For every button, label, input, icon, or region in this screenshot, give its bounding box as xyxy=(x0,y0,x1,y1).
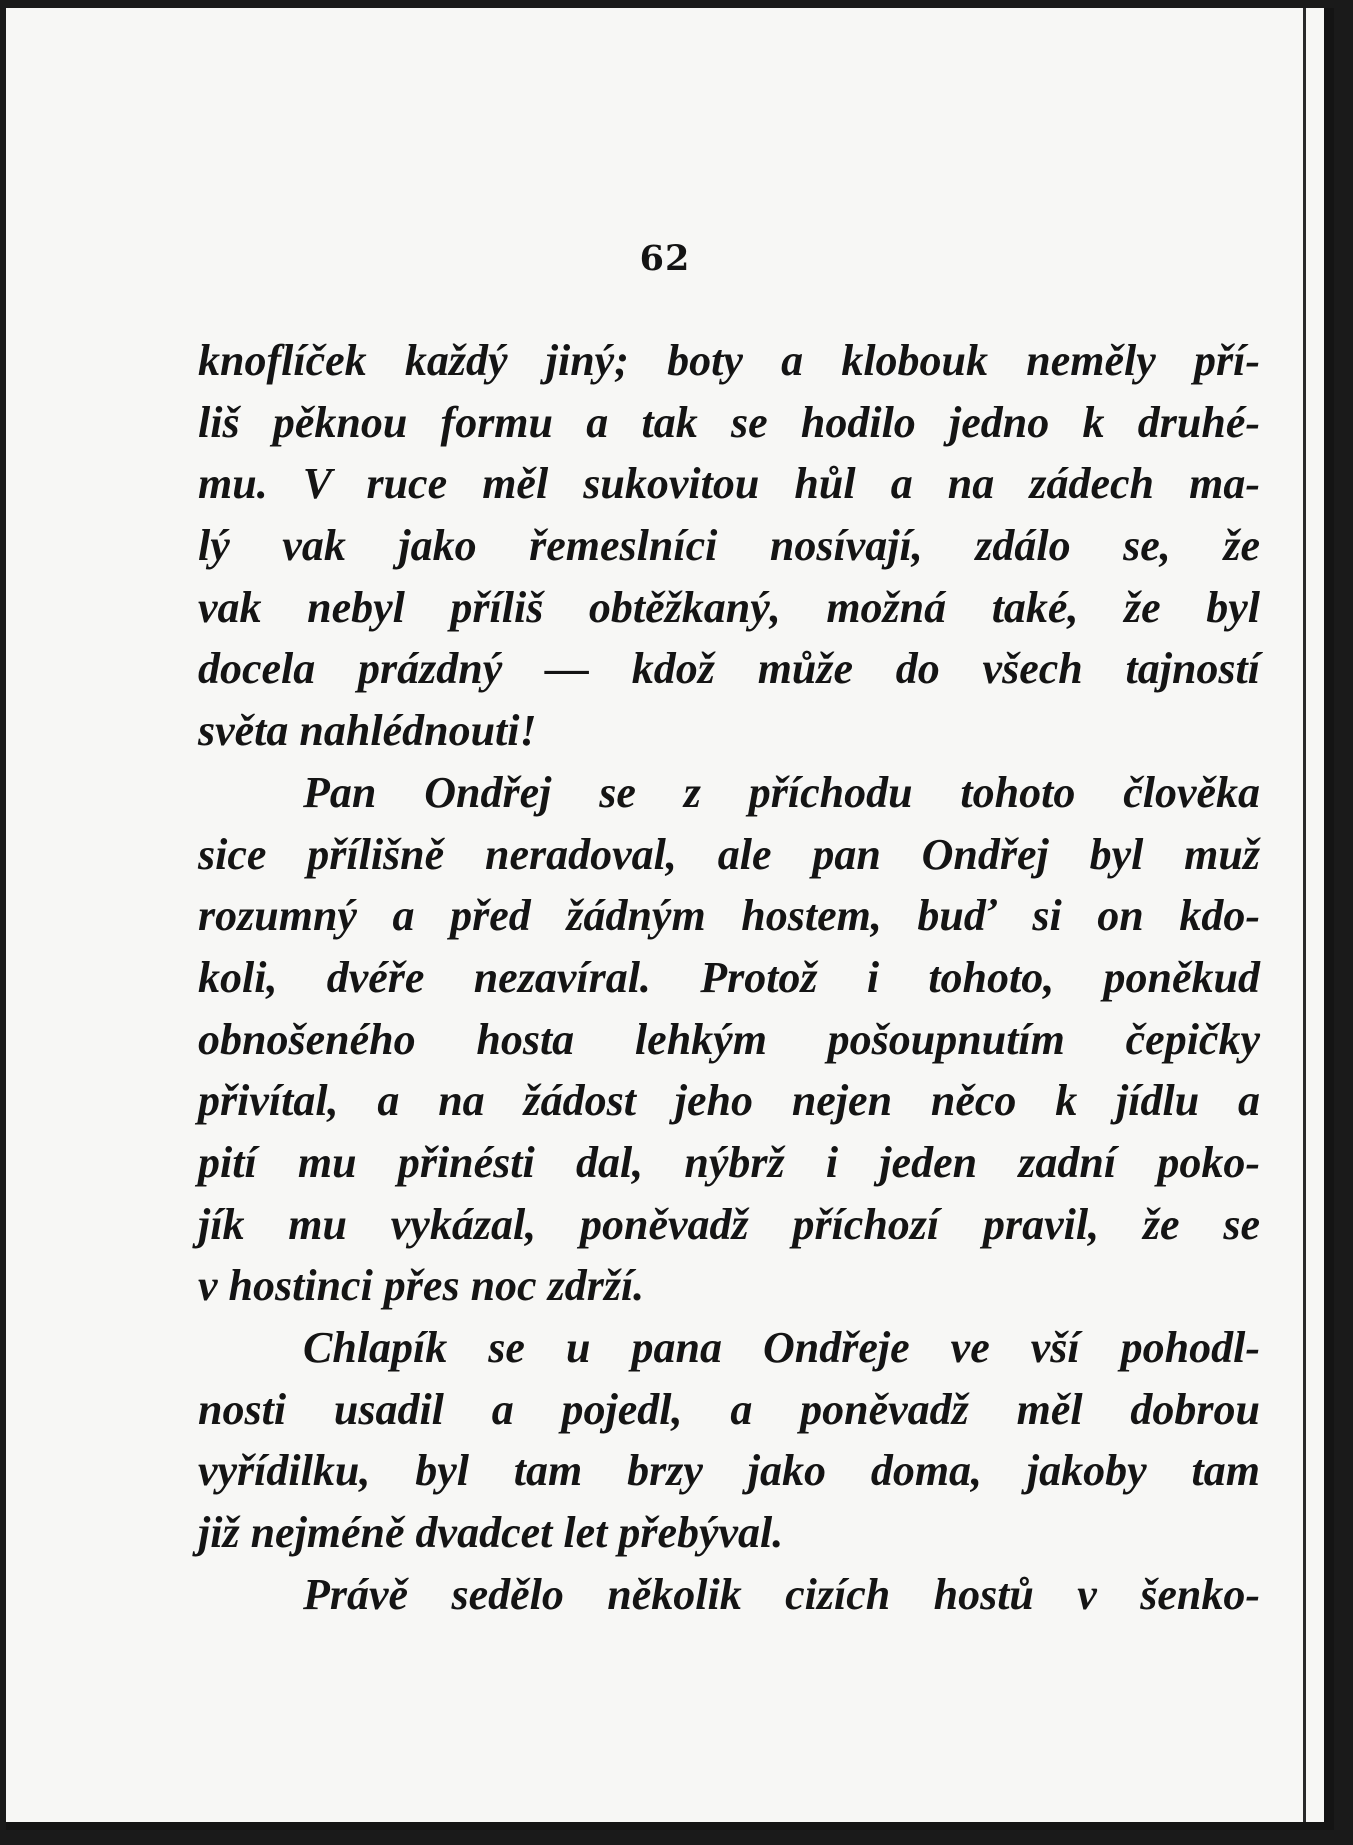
book-page xyxy=(6,8,1334,1830)
page-edge-rule xyxy=(1303,8,1306,1822)
text-line: světa nahlédnouti! xyxy=(198,706,537,756)
text-line: Chlapík se u pana Ondřeje ve vší pohodl- xyxy=(303,1323,1260,1372)
text-line: lý vak jako řemeslníci nosívají, zdálo se, že xyxy=(198,521,1260,571)
text-line: již nejméně dvadcet let přebýval. xyxy=(198,1508,784,1558)
text-line: koli, dvéře nezavíral. Protož i tohoto, poněkud xyxy=(198,952,1260,1002)
text-line: jík mu vykázal, poněvadž příchozí pravil, že se xyxy=(198,1199,1260,1249)
text-line: v hostinci přes noc zdrží. xyxy=(198,1261,645,1311)
text-line: rozumný a před žádným hostem, buď si on kdo- xyxy=(198,891,1260,941)
text-line: knoflíček každý jiný; boty a klobouk neměly pří- xyxy=(198,336,1260,385)
text-line: docela prázdný — kdož může do všech tajností xyxy=(198,644,1260,694)
text-line: vak nebyl příliš obtěžkaný, možná také, že byl xyxy=(198,582,1260,632)
text-line: Pan Ondřej se z příchodu tohoto člověka xyxy=(303,767,1260,817)
text-line: přivítal, a na žádost jeho nejen něco k jídlu a xyxy=(198,1076,1260,1126)
text-line: vyřídilku, byl tam brzy jako doma, jakoby tam xyxy=(198,1446,1260,1496)
text-line: nosti usadil a pojedl, a poněvadž měl dobrou xyxy=(198,1384,1260,1434)
text-line: mu. V ruce měl sukovitou hůl a na zádech ma- xyxy=(198,459,1260,509)
text-line: obnošeného hosta lehkým pošoupnutím čepičky xyxy=(198,1014,1260,1064)
text-line: pití mu přinésti dal, nýbrž i jeden zadní poko- xyxy=(198,1137,1260,1187)
text-line: sice přílišně neradoval, ale pan Ondřej byl muž xyxy=(198,829,1260,879)
body-text xyxy=(198,330,1260,1625)
text-line: Právě sedělo několik cizích hostů v šenko- xyxy=(303,1569,1260,1619)
text-line: liš pěknou formu a tak se hodilo jedno k druhé- xyxy=(198,397,1260,447)
page-number: 62 xyxy=(639,238,691,279)
